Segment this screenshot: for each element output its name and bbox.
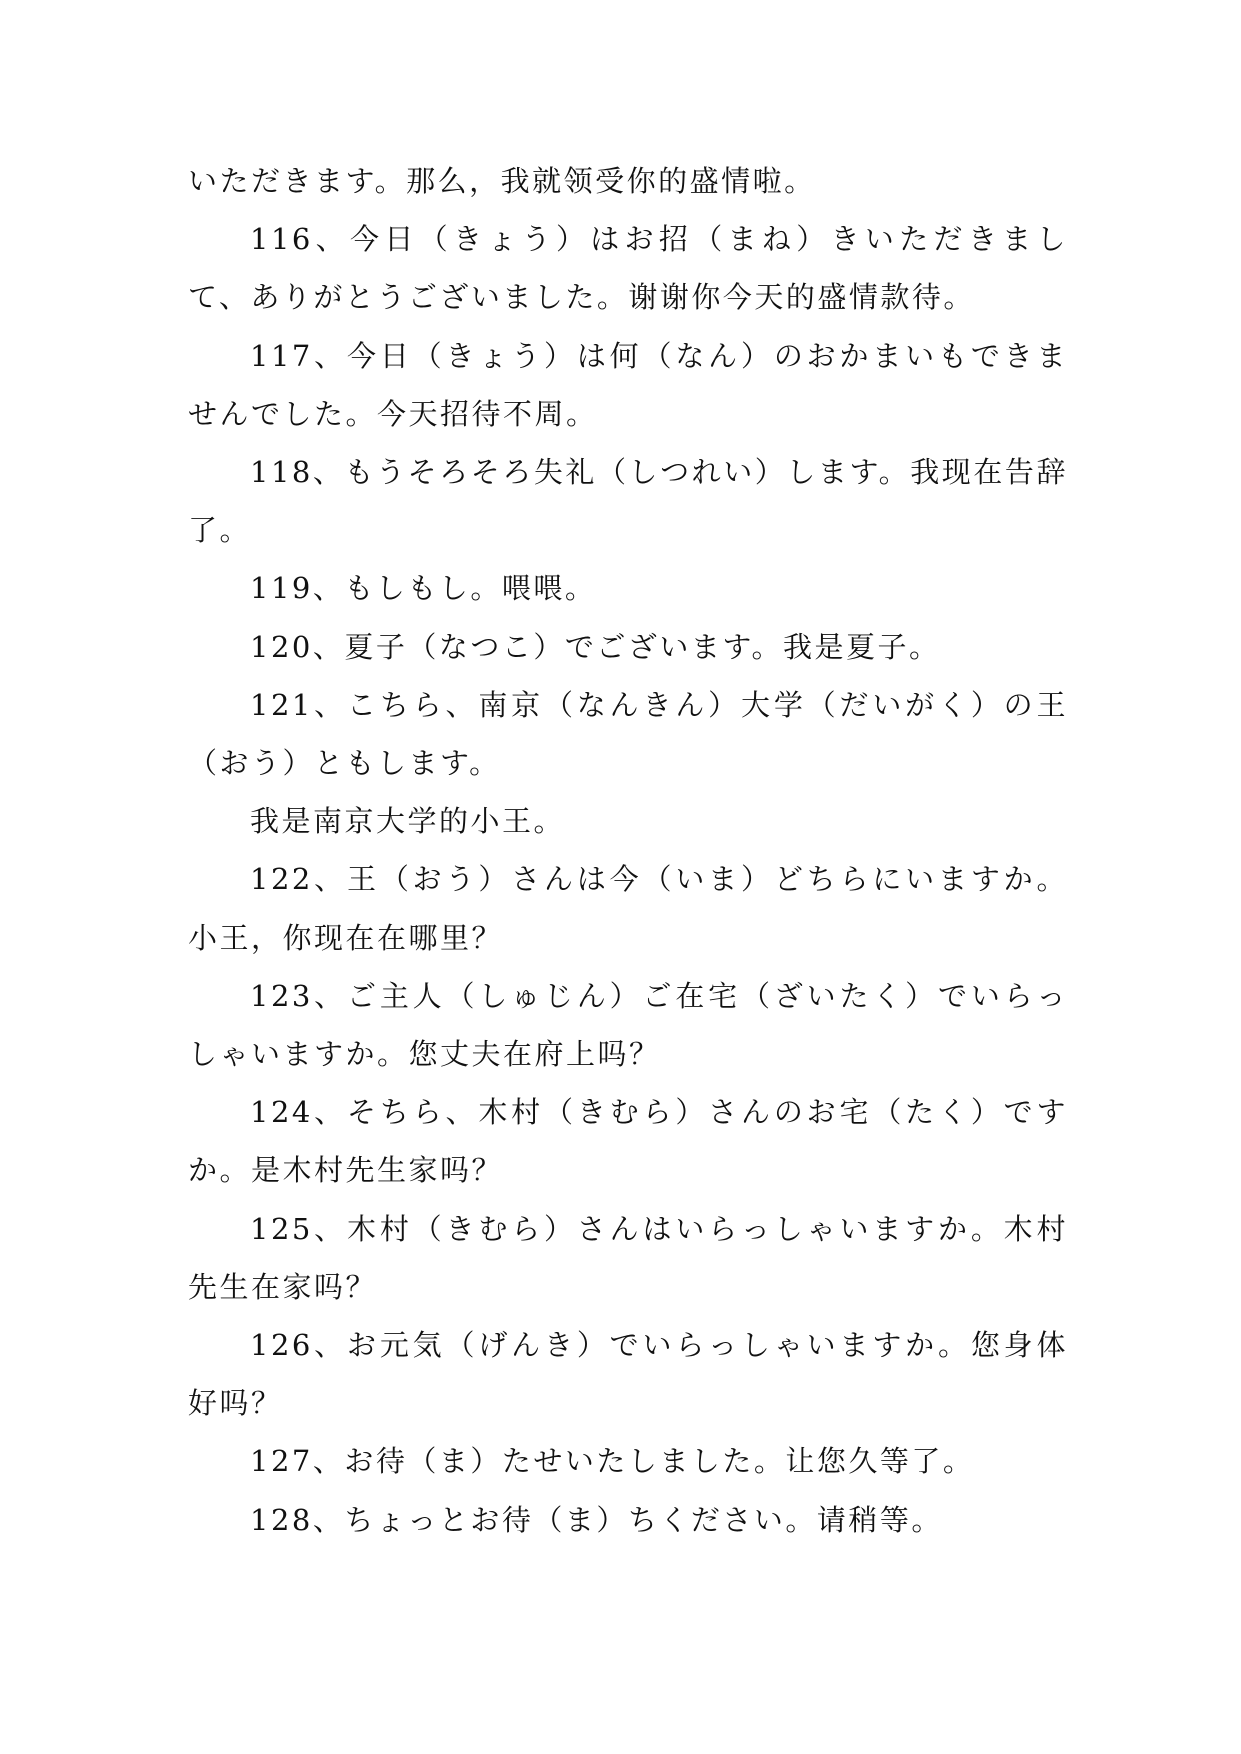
paragraph-119: 119、もしもし。喂喂。: [250, 571, 597, 606]
paragraph-117: 117、今日（きょう）は何（なん）のおかまいもできませんでした。今天招待不周。: [188, 338, 1068, 431]
paragraph-120: 120、夏子（なつこ）でございます。我是夏子。: [250, 629, 941, 664]
document-page: [188, 152, 1068, 1549]
paragraph-121-translation: 我是南京大学的小王。: [250, 804, 566, 839]
paragraph-121: 121、こちら、南京（なんきん）大学（だいがく）の王（おう）ともします。: [188, 687, 1068, 781]
paragraph-124: 124、そちら、木村（きむら）さんのお宅（たく）ですか。是木村先生家吗？: [188, 1095, 1068, 1188]
paragraph-122: 122、王（おう）さんは今（いま）どちらにいますか。小王，你现在在哪里？: [188, 862, 1068, 955]
paragraph-126: 126、お元気（げんき）でいらっしゃいますか。您身体好吗？: [188, 1328, 1068, 1421]
paragraph-116: 116、今日（きょう）はお招（まね）きいただきまして、ありがとうございました。谢谢你今天的盛情款待。: [188, 222, 1068, 315]
paragraph-123: 123、ご主人（しゅじん）ご在宅（ざいたく）でいらっしゃいますか。您丈夫在府上吗？: [188, 978, 1068, 1072]
paragraph-continuation: いただきます。那么，我就领受你的盛情啦。: [188, 164, 816, 198]
paragraph-128: 128、ちょっとお待（ま）ちください。请稍等。: [250, 1502, 943, 1537]
paragraph-118: 118、もうそろそろ失礼（しつれい）します。我现在告辞了。: [188, 455, 1068, 548]
paragraph-127: 127、お待（ま）たせいたしました。让您久等了。: [250, 1444, 975, 1479]
paragraph-125: 125、木村（きむら）さんはいらっしゃいますか。木村先生在家吗？: [188, 1211, 1068, 1304]
